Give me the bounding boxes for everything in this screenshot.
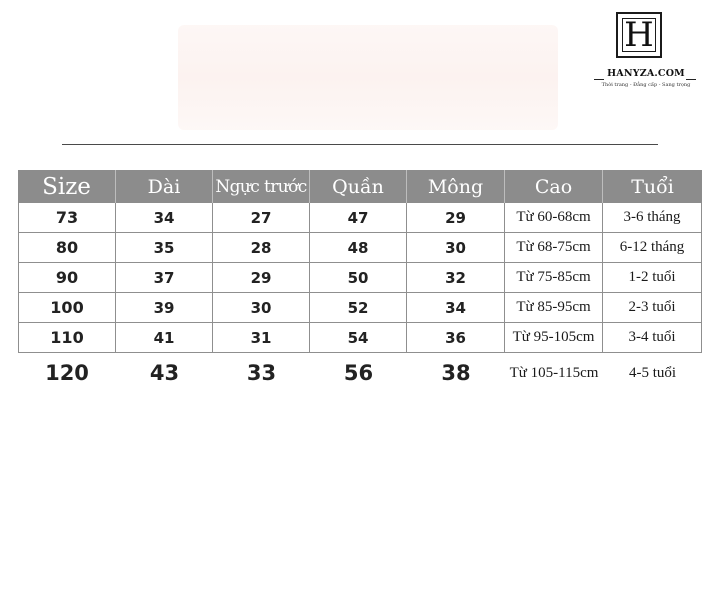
header-length: Dài — [116, 170, 213, 203]
cell-height: Từ 95-105cm — [505, 323, 603, 352]
cell-height: Từ 68-75cm — [505, 233, 603, 262]
table-row — [18, 203, 702, 233]
cell-hip: 36 — [407, 323, 505, 352]
cell-length: 39 — [116, 293, 213, 322]
cell-height: Từ 75-85cm — [505, 263, 603, 292]
cell-length: 37 — [116, 263, 213, 292]
cell-length: 35 — [116, 233, 213, 262]
cell-hip: 30 — [407, 233, 505, 262]
header-size: Size — [18, 170, 116, 203]
table-row — [18, 263, 702, 293]
header-height: Cao — [505, 170, 603, 203]
title-divider-line — [62, 144, 658, 145]
cell-size: 73 — [18, 203, 116, 232]
cell-pants: 56 — [343, 361, 374, 385]
table-row — [18, 233, 702, 263]
header-age: Tuổi — [631, 175, 674, 198]
cell-hip: 34 — [407, 293, 505, 322]
cell-age: 6-12 tháng — [603, 233, 702, 262]
table-row — [18, 293, 702, 323]
brand-logo — [594, 10, 698, 94]
cell-age: 1-2 tuổi — [603, 263, 702, 292]
cell-size: 100 — [18, 293, 116, 322]
cell-chest: 28 — [213, 233, 310, 262]
cell-length: 34 — [116, 203, 213, 232]
cell-pants: 54 — [310, 323, 407, 352]
cell-size: 80 — [18, 233, 116, 262]
logo-tagline: Thời trang - Đẳng cấp - Sang trọng — [601, 82, 691, 88]
cell-hip: 29 — [407, 203, 505, 232]
logo-rule-right — [686, 79, 696, 80]
header-chest: Ngực trước — [213, 170, 310, 203]
cell-size: 90 — [18, 263, 116, 292]
cell-hip: 32 — [407, 263, 505, 292]
size-chart-table — [18, 170, 702, 393]
cell-age: 2-3 tuổi — [603, 293, 702, 322]
cell-chest: 30 — [213, 293, 310, 322]
table-row — [18, 353, 702, 393]
cell-size: 110 — [18, 323, 116, 352]
logo-brand-name: HANYZA.COM — [607, 68, 685, 79]
table-row — [18, 323, 702, 353]
cell-size: 120 — [45, 361, 89, 385]
table-header-row — [18, 170, 702, 203]
cell-chest: 31 — [213, 323, 310, 352]
cell-height: Từ 60-68cm — [505, 203, 603, 232]
cell-chest: 27 — [213, 203, 310, 232]
cell-hip: 38 — [441, 361, 471, 385]
cell-height: Từ 105-115cm — [509, 364, 599, 381]
logo-monogram-box — [616, 12, 662, 58]
cell-length: 41 — [116, 323, 213, 352]
background-watermark-band — [178, 25, 558, 130]
cell-chest: 33 — [246, 361, 277, 385]
cell-pants: 48 — [310, 233, 407, 262]
cell-age: 4-5 tuổi — [628, 364, 677, 381]
cell-pants: 52 — [310, 293, 407, 322]
cell-age: 3-4 tuổi — [603, 323, 702, 352]
cell-length: 43 — [149, 361, 180, 385]
logo-rule-left — [594, 79, 604, 80]
cell-age: 3-6 tháng — [603, 203, 702, 232]
cell-height: Từ 85-95cm — [505, 293, 603, 322]
cell-pants: 47 — [310, 203, 407, 232]
cell-pants: 50 — [310, 263, 407, 292]
header-hip: Mông — [407, 170, 505, 203]
header-pants: Quần — [310, 170, 407, 203]
cell-chest: 29 — [213, 263, 310, 292]
logo-monogram-letter: H — [624, 15, 654, 55]
